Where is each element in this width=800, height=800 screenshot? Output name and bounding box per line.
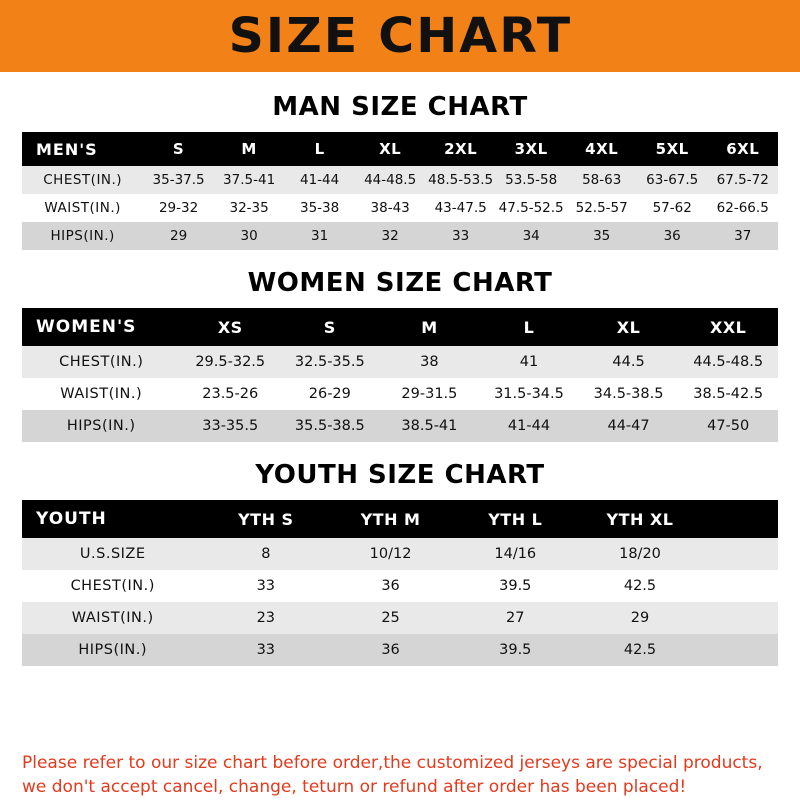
- table-row: [22, 378, 778, 410]
- cell: 41: [519, 354, 539, 370]
- note-line-2: we don't accept cancel, change, teturn or refund after order has been placed!: [22, 777, 687, 798]
- cell: 29-31.5: [401, 386, 458, 402]
- table-row: [22, 346, 778, 378]
- header-size: YTH XL: [606, 509, 674, 529]
- cell: 29: [630, 610, 650, 626]
- cell: 42.5: [623, 578, 657, 594]
- table-row: [22, 634, 778, 666]
- cell: 41-44: [300, 172, 340, 188]
- cell: 10/12: [369, 546, 412, 562]
- header-size: 4XL: [585, 140, 619, 158]
- cell: 29: [169, 228, 188, 244]
- table-row: [22, 222, 778, 250]
- disclaimer-note: [0, 741, 800, 800]
- header-size: 6XL: [726, 140, 760, 158]
- table-header-row: [22, 132, 778, 166]
- section-title-youth: YOUTH SIZE CHART: [255, 460, 545, 490]
- cell-spacer: [702, 570, 778, 602]
- row-label: HIPS(IN.): [78, 642, 148, 658]
- cell: 32.5-35.5: [294, 354, 365, 370]
- header-size: L: [314, 140, 325, 158]
- table-header-row: [22, 308, 778, 346]
- cell: 35.5-38.5: [294, 418, 365, 434]
- chart-content: [0, 72, 800, 741]
- row-label: CHEST(IN.): [43, 172, 123, 188]
- header-spacer: [702, 500, 778, 538]
- cell: 8: [261, 546, 271, 562]
- header-label: YOUTH: [36, 509, 107, 529]
- header-label: WOMEN'S: [36, 317, 137, 337]
- cell: 26-29: [308, 386, 351, 402]
- cell: 47-50: [707, 418, 750, 434]
- cell: 29-32: [158, 200, 199, 216]
- cell: 23: [256, 610, 276, 626]
- cell: 52.5-57: [575, 200, 628, 216]
- cell: 36: [663, 228, 681, 244]
- note-line-1: Please refer to our size chart before order,the customized jerseys are special products,: [22, 752, 763, 773]
- page-title: SIZE CHART: [228, 8, 572, 64]
- cell: 44-47: [607, 418, 650, 434]
- header-size: S: [323, 317, 336, 337]
- header-banner: [0, 0, 800, 72]
- youth-size-table: [22, 500, 778, 666]
- cell: 37.5-41: [223, 172, 276, 188]
- cell: 34.5-38.5: [593, 386, 664, 402]
- table-row: [22, 166, 778, 194]
- table-row: [22, 194, 778, 222]
- header-size: M: [421, 317, 438, 337]
- cell: 34: [522, 228, 540, 244]
- cell: 48.5-53.5: [428, 172, 494, 188]
- cell: 39.5: [499, 578, 532, 594]
- cell: 33: [256, 642, 276, 658]
- header-size: L: [523, 317, 535, 337]
- row-label: U.S.SIZE: [79, 546, 146, 562]
- cell: 62-66.5: [716, 200, 769, 216]
- header-label: MEN'S: [36, 139, 98, 159]
- row-label: WAIST(IN.): [60, 386, 143, 402]
- section-title-men: MAN SIZE CHART: [272, 92, 528, 122]
- header-size: YTH M: [360, 509, 421, 529]
- cell: 33: [256, 578, 276, 594]
- cell: 41-44: [507, 418, 551, 434]
- cell: 47.5-52.5: [498, 200, 564, 216]
- cell-spacer: [702, 538, 778, 570]
- cell: 23.5-26: [202, 386, 259, 402]
- table-row: [22, 602, 778, 634]
- table-row: [22, 570, 778, 602]
- cell: 36: [381, 578, 400, 594]
- cell: 27: [506, 610, 525, 626]
- cell: 31: [311, 228, 329, 244]
- men-size-table: [22, 132, 778, 250]
- cell: 42.5: [623, 642, 657, 658]
- table-header-row: [22, 500, 778, 538]
- cell: 44.5: [612, 354, 645, 370]
- row-label: CHEST(IN.): [70, 578, 155, 594]
- cell: 35: [593, 228, 611, 244]
- cell: 39.5: [499, 642, 532, 658]
- table-row: [22, 538, 778, 570]
- cell: 36: [381, 642, 400, 658]
- header-size: XXL: [709, 317, 747, 337]
- cell: 63-67.5: [646, 172, 699, 188]
- cell: 14/16: [494, 546, 537, 562]
- cell-spacer: [702, 634, 778, 666]
- cell: 35-38: [300, 200, 340, 216]
- header-size: M: [241, 140, 257, 158]
- cell: 18/20: [619, 546, 661, 562]
- cell: 32: [381, 228, 399, 244]
- cell: 38.5-42.5: [693, 386, 764, 402]
- cell: 38-43: [370, 200, 410, 216]
- row-label: HIPS(IN.): [50, 228, 115, 244]
- cell: 57-62: [652, 200, 692, 216]
- row-label: WAIST(IN.): [44, 200, 121, 216]
- cell: 33-35.5: [202, 418, 259, 434]
- cell: 30: [240, 228, 258, 244]
- cell: 58-63: [582, 172, 622, 188]
- cell: 53.5-58: [505, 172, 558, 188]
- cell: 33: [452, 228, 470, 244]
- cell: 44.5-48.5: [693, 354, 764, 370]
- header-size: YTH S: [238, 509, 294, 529]
- cell: 43-47.5: [434, 200, 487, 216]
- section-title-women: WOMEN SIZE CHART: [247, 268, 553, 298]
- table-row: [22, 410, 778, 442]
- cell: 44-48.5: [364, 172, 417, 188]
- header-size: 5XL: [655, 140, 689, 158]
- header-size: YTH L: [488, 509, 543, 529]
- header-size: S: [172, 140, 185, 158]
- header-size: XL: [616, 317, 641, 337]
- header-size: 3XL: [514, 140, 548, 158]
- cell: 32-35: [229, 200, 269, 216]
- row-label: CHEST(IN.): [59, 354, 144, 370]
- header-size: 2XL: [444, 140, 478, 158]
- cell: 38: [420, 354, 439, 370]
- cell: 25: [381, 610, 400, 626]
- cell: 31.5-34.5: [494, 386, 564, 402]
- row-label: WAIST(IN.): [71, 610, 154, 626]
- cell: 37: [734, 228, 752, 244]
- header-size: XS: [217, 317, 243, 337]
- row-label: HIPS(IN.): [66, 418, 136, 434]
- header-size: XL: [379, 140, 402, 158]
- women-size-table: [22, 308, 778, 442]
- cell: 67.5-72: [716, 172, 769, 188]
- cell: 29.5-32.5: [195, 354, 266, 370]
- cell-spacer: [702, 602, 778, 634]
- cell: 35-37.5: [152, 172, 205, 188]
- cell: 38.5-41: [401, 418, 458, 434]
